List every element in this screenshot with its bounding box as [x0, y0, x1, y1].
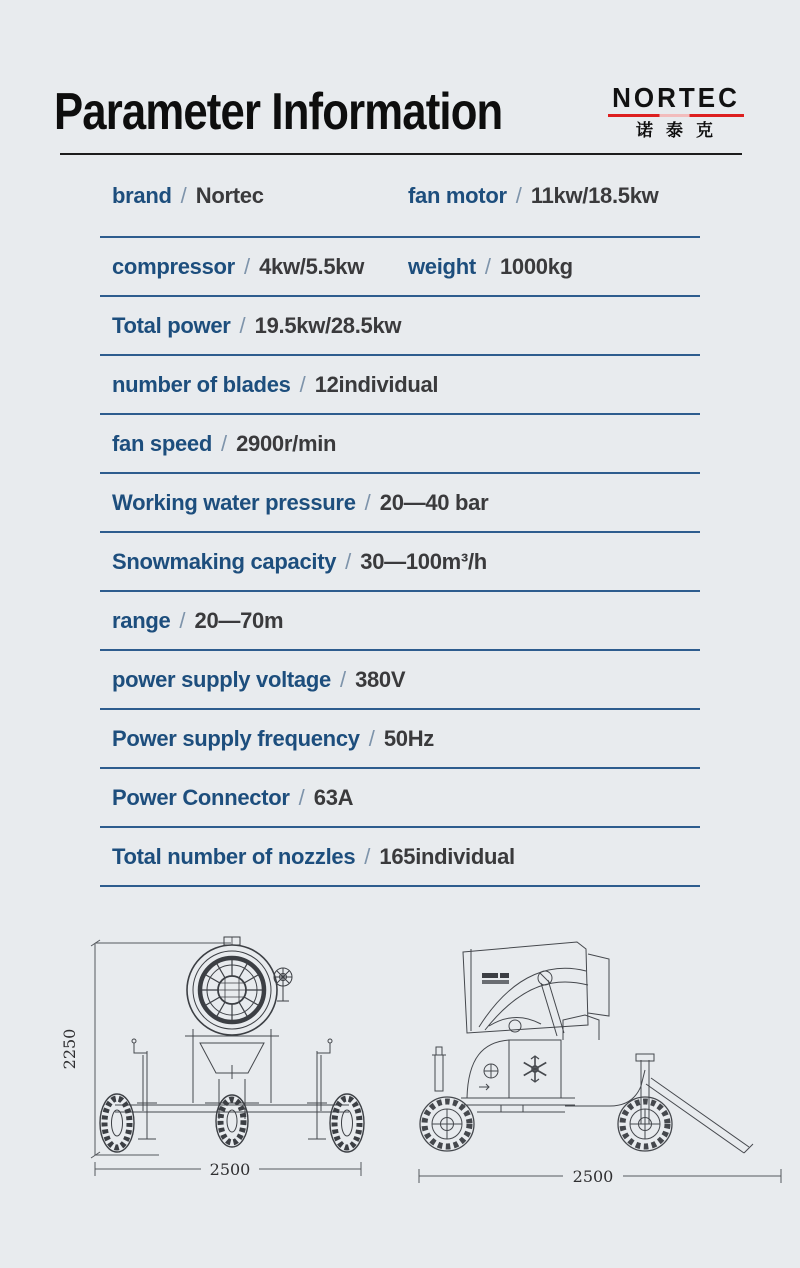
spec-table [100, 156, 700, 887]
spec-cell [100, 313, 700, 339]
side-view-drawing [405, 928, 790, 1190]
spec-value: 11kw/18.5kw [530, 183, 659, 208]
spec-cell [100, 183, 396, 209]
spec-row [100, 828, 700, 887]
spec-cell [100, 254, 396, 280]
front-view-drawing [55, 933, 400, 1188]
spec-separator: / [345, 548, 352, 574]
spec-label: Power Connector [112, 784, 290, 810]
spec-value: 1000kg [500, 253, 573, 279]
spec-row [100, 769, 700, 828]
spec-cell [100, 608, 700, 634]
spec-label: Total number of nozzles [112, 843, 356, 869]
spec-label: number of blades [112, 371, 291, 397]
spec-row [100, 533, 700, 592]
spec-cell [396, 183, 700, 209]
snow-machine-front-view [55, 933, 400, 1188]
spec-cell [100, 726, 700, 752]
spec-cell [100, 549, 700, 575]
spec-label: Total power [112, 312, 231, 338]
spec-cell [100, 844, 700, 870]
spec-value: Nortec [195, 183, 264, 208]
spec-row [100, 710, 700, 769]
spec-label: fan speed [112, 430, 212, 456]
spec-separator: / [221, 430, 228, 456]
page-title: Parameter Information [54, 83, 503, 141]
logo-underline [608, 114, 744, 117]
logo-wordmark: NORTEC [612, 81, 740, 114]
spec-separator: / [298, 784, 305, 810]
height-dim-label: 2250 [60, 1028, 79, 1070]
spec-cell [100, 667, 700, 693]
spec-value: 20—70m [194, 607, 284, 633]
spec-label: Working water pressure [112, 489, 356, 515]
jack-stands [132, 1039, 332, 1139]
spec-row [100, 592, 700, 651]
spec-cell [100, 431, 700, 457]
fan-barrel [463, 942, 609, 1033]
base-skids [461, 1098, 575, 1112]
spec-label: Power supply frequency [112, 725, 360, 751]
spec-value: 30—100m³/h [360, 548, 487, 574]
spec-value: 19.5kw/28.5kw [254, 312, 402, 338]
spec-label: compressor [112, 253, 235, 279]
spec-label: power supply voltage [112, 666, 331, 692]
snowflake-ornament [524, 1056, 547, 1082]
spec-row [100, 474, 700, 533]
spec-row [100, 651, 700, 710]
spec-row [100, 297, 700, 356]
spec-separator: / [179, 607, 186, 633]
spec-value: 2900r/min [236, 430, 337, 456]
chassis-frame [115, 1029, 349, 1119]
spec-separator: / [515, 183, 522, 208]
spec-row [100, 415, 700, 474]
cabinet [467, 1040, 561, 1098]
brand-logo [606, 81, 746, 141]
spec-value: 380V [355, 666, 406, 692]
spec-value: 63A [313, 784, 354, 810]
spec-separator: / [339, 666, 347, 692]
spec-label: weight [408, 253, 476, 279]
spec-cell [100, 490, 700, 516]
spec-cell [396, 254, 700, 280]
spec-cell [100, 785, 700, 811]
spec-separator: / [239, 312, 246, 338]
snow-machine-side-view [405, 928, 790, 1190]
width-dim-label: 2500 [209, 1160, 251, 1179]
spec-separator: / [364, 843, 371, 869]
spec-row [100, 356, 700, 415]
title-divider [60, 153, 742, 155]
spec-separator: / [368, 725, 375, 751]
spec-separator: / [484, 253, 491, 279]
front-cylinder [432, 1047, 446, 1091]
spec-separator: / [180, 183, 187, 208]
spec-row [100, 156, 700, 238]
spec-row [100, 238, 700, 297]
spec-value: 4kw/5.5kw [259, 253, 365, 279]
spec-separator: / [364, 489, 371, 515]
spec-label: brand [112, 183, 172, 208]
fan-head [187, 937, 277, 1035]
spec-value: 50Hz [383, 725, 434, 751]
logo-chinese-name: 诺泰克 [636, 121, 726, 140]
spec-value: 20—40 bar [379, 489, 489, 515]
spec-label: fan motor [408, 183, 507, 208]
spec-value: 12individual [314, 371, 439, 397]
spec-label: Snowmaking capacity [112, 548, 337, 574]
spec-cell [100, 372, 700, 398]
spec-separator: / [299, 371, 306, 397]
spec-value: 165individual [379, 843, 515, 869]
spec-label: range [112, 607, 171, 633]
width-dim-label: 2500 [572, 1167, 614, 1186]
spec-separator: / [243, 253, 251, 279]
